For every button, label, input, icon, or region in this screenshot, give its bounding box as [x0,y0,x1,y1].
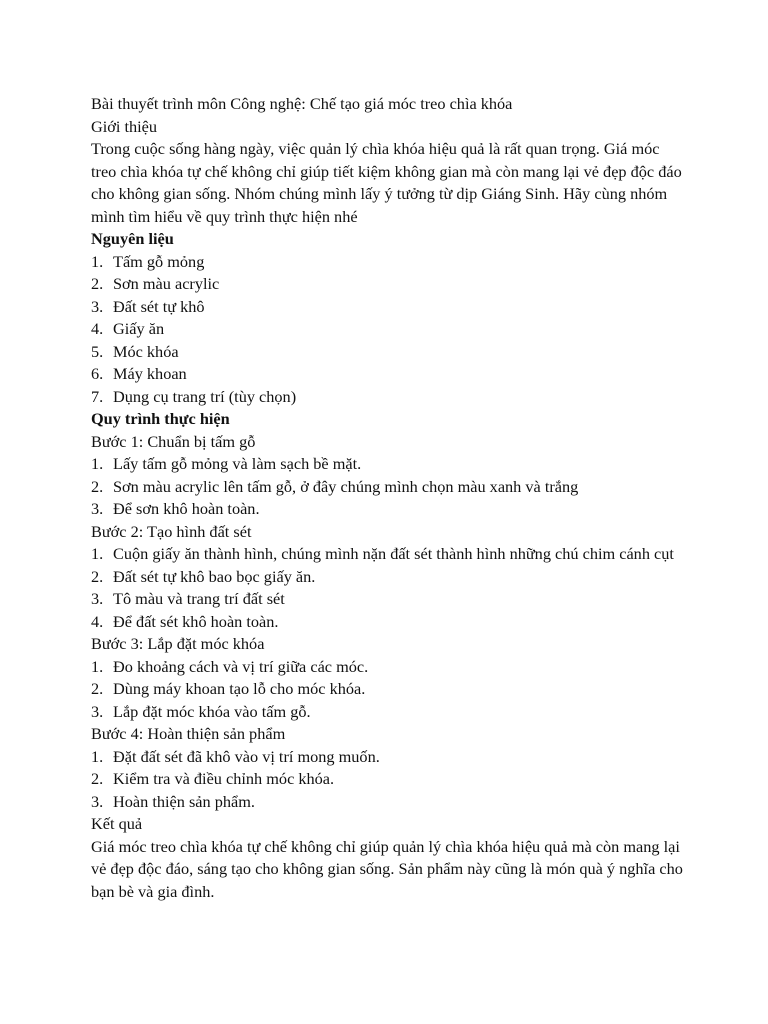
list-item: 1. Lấy tấm gỗ mỏng và làm sạch bề mặt. [91,454,362,473]
list-item: 3. Đất sét tự khô [91,296,205,316]
step-3-list [91,656,687,724]
document-page [91,93,687,903]
list-item: 2. Sơn màu acrylic lên tấm gỗ, ở đây chúng mình chọn màu xanh và trắng [91,476,579,496]
process-heading: Quy trình thực hiện [91,409,230,428]
step-1-list [91,453,687,521]
list-item: 3. Hoàn thiện sản phẩm. [91,791,255,811]
list-item: 2. Kiểm tra và điều chỉnh móc khóa. [91,769,335,788]
list-item: 1. Đo khoảng cách và vị trí giữa các móc. [91,656,369,676]
intro-paragraph: Trong cuộc sống hàng ngày, việc quản lý chìa khóa hiệu quả là rất quan trọng. Giá móc treo chìa khóa tự chế không chỉ giúp tiết kiệm không gian mà còn mang lại vẻ đẹp độc đáo cho không gian sống. Nhóm chúng mình lấy ý tưởng từ dịp Giáng Sinh. Hãy cùng nhóm mình tìm hiểu về quy trình thực hiện nhé [91,139,682,226]
step-4-list [91,746,687,814]
list-item: 4. Để đất sét khô hoàn toàn. [91,611,279,631]
result-heading: Kết quả [91,814,143,833]
step-2-list [91,543,687,633]
step-title: Bước 1: Chuẩn bị tấm gỗ [91,431,256,451]
list-item: 4. Giấy ăn [91,319,165,338]
list-item: 1. Tấm gỗ mỏng [91,251,205,271]
list-item: 2. Sơn màu acrylic [91,274,220,293]
list-item: 6. Máy khoan [91,364,187,383]
step-title: Bước 2: Tạo hình đất sét [91,521,252,541]
step-title: Bước 4: Hoàn thiện sản phẩm [91,724,286,743]
materials-heading: Nguyên liệu [91,229,174,248]
list-item: 7. Dụng cụ trang trí (tùy chọn) [91,386,297,406]
list-item: 1. Cuộn giấy ăn thành hình, chúng mình nặn đất sét thành hình những chú chim cánh cụt [91,544,674,563]
document-title: Bài thuyết trình môn Công nghệ: Chế tạo giá móc treo chìa khóa [91,94,513,113]
intro-heading: Giới thiệu [91,116,158,136]
list-item: 3. Tô màu và trang trí đất sét [91,589,285,608]
list-item: 3. Lắp đặt móc khóa vào tấm gỗ. [91,701,311,721]
list-item: 3. Để sơn khô hoàn toàn. [91,499,260,518]
list-item: 1. Đặt đất sét đã khô vào vị trí mong muốn. [91,746,380,766]
list-item: 5. Móc khóa [91,341,179,361]
list-item: 2. Dùng máy khoan tạo lỗ cho móc khóa. [91,679,366,698]
result-paragraph: Giá móc treo chìa khóa tự chế không chỉ giúp quản lý chìa khóa hiệu quả mà còn mang lại vẻ đẹp độc đáo, sáng tạo cho không gian sống. Sản phẩm này cũng là món quà ý nghĩa cho bạn bè và gia đình. [91,836,683,901]
step-title: Bước 3: Lắp đặt móc khóa [91,634,265,653]
materials-list [91,251,687,409]
list-item: 2. Đất sét tự khô bao bọc giấy ăn. [91,566,316,586]
